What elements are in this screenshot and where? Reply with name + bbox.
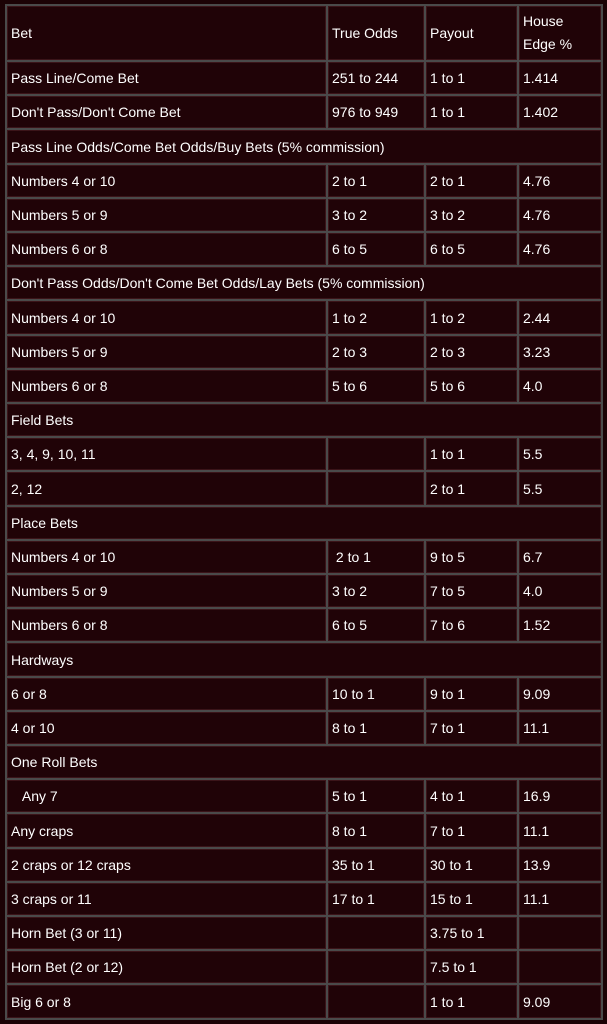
true-odds-cell: 17 to 1: [328, 883, 424, 915]
bet-cell: Numbers 4 or 10: [7, 301, 326, 333]
house-edge-cell: 11.1: [519, 814, 601, 846]
house-edge-cell: 1.402: [519, 96, 601, 128]
section-header-row: [7, 507, 601, 539]
header-true-odds: True Odds: [328, 6, 424, 60]
payout-cell: 5 to 6: [426, 370, 517, 402]
table-row: [7, 814, 601, 846]
payout-cell: 2 to 1: [426, 165, 517, 197]
payout-cell: 4 to 1: [426, 780, 517, 812]
header-bet: Bet: [7, 6, 326, 60]
true-odds-cell: 8 to 1: [328, 814, 424, 846]
payout-cell: 3 to 2: [426, 199, 517, 231]
table-row: [7, 678, 601, 710]
true-odds-cell: 10 to 1: [328, 678, 424, 710]
bet-cell: Horn Bet (3 or 11): [7, 917, 326, 949]
table-row: [7, 575, 601, 607]
table-body: [7, 62, 601, 1018]
bet-cell: 3 craps or 11: [7, 883, 326, 915]
table-row: [7, 165, 601, 197]
house-edge-cell: 9.09: [519, 985, 601, 1018]
true-odds-cell: 976 to 949: [328, 96, 424, 128]
true-odds-cell: 6 to 5: [328, 609, 424, 641]
true-odds-cell: 3 to 2: [328, 199, 424, 231]
house-edge-cell: 4.0: [519, 370, 601, 402]
house-edge-cell: 5.5: [519, 438, 601, 470]
house-edge-cell: 4.76: [519, 233, 601, 265]
table-row: [7, 336, 601, 368]
true-odds-cell: 35 to 1: [328, 849, 424, 881]
house-edge-cell: 6.7: [519, 541, 601, 573]
bet-cell: Pass Line/Come Bet: [7, 62, 326, 94]
house-edge-cell: 4.0: [519, 575, 601, 607]
house-edge-cell: 1.52: [519, 609, 601, 641]
section-label: Don't Pass Odds/Don't Come Bet Odds/Lay Bets (5% commission): [7, 267, 601, 299]
house-edge-cell: 13.9: [519, 849, 601, 881]
true-odds-cell: [328, 985, 424, 1018]
payout-cell: 1 to 1: [426, 438, 517, 470]
house-edge-cell: 1.414: [519, 62, 601, 94]
payout-cell: 7 to 1: [426, 712, 517, 744]
section-header-row: [7, 746, 601, 778]
payout-cell: 3.75 to 1: [426, 917, 517, 949]
payout-cell: 1 to 1: [426, 985, 517, 1018]
bet-cell: 2, 12: [7, 472, 326, 504]
house-edge-cell: [519, 951, 601, 983]
table-row: [7, 883, 601, 915]
true-odds-cell: 1 to 2: [328, 301, 424, 333]
true-odds-cell: 3 to 2: [328, 575, 424, 607]
payout-cell: 2 to 1: [426, 472, 517, 504]
table-row: [7, 233, 601, 265]
bet-cell: Numbers 4 or 10: [7, 165, 326, 197]
section-header-row: [7, 404, 601, 436]
house-edge-cell: 3.23: [519, 336, 601, 368]
table-row: [7, 712, 601, 744]
bet-cell: Numbers 5 or 9: [7, 199, 326, 231]
house-edge-cell: 16.9: [519, 780, 601, 812]
bet-cell: Horn Bet (2 or 12): [7, 951, 326, 983]
table-header: [7, 6, 601, 60]
bet-cell: Numbers 6 or 8: [7, 233, 326, 265]
header-house-edge: House Edge %: [519, 6, 601, 60]
house-edge-cell: [519, 917, 601, 949]
true-odds-cell: [328, 438, 424, 470]
table-row: [7, 917, 601, 949]
house-edge-cell: 11.1: [519, 712, 601, 744]
bet-cell: Numbers 4 or 10: [7, 541, 326, 573]
payout-cell: 30 to 1: [426, 849, 517, 881]
payout-cell: 1 to 2: [426, 301, 517, 333]
table-row: [7, 985, 601, 1018]
bet-cell: Any 7: [7, 780, 326, 812]
bet-cell: Numbers 5 or 9: [7, 336, 326, 368]
true-odds-cell: [328, 472, 424, 504]
bet-cell: Numbers 6 or 8: [7, 370, 326, 402]
true-odds-cell: 5 to 1: [328, 780, 424, 812]
bet-cell: Numbers 5 or 9: [7, 575, 326, 607]
true-odds-cell: 8 to 1: [328, 712, 424, 744]
payout-cell: 7 to 6: [426, 609, 517, 641]
house-edge-cell: 9.09: [519, 678, 601, 710]
table-row: [7, 780, 601, 812]
section-label: Pass Line Odds/Come Bet Odds/Buy Bets (5% commission): [7, 130, 601, 162]
table-row: [7, 849, 601, 881]
payout-cell: 1 to 1: [426, 62, 517, 94]
section-label: One Roll Bets: [7, 746, 601, 778]
table-row: [7, 609, 601, 641]
payout-cell: 2 to 3: [426, 336, 517, 368]
section-header-row: [7, 130, 601, 162]
table-row: [7, 472, 601, 504]
payout-cell: 7.5 to 1: [426, 951, 517, 983]
section-header-row: [7, 267, 601, 299]
craps-odds-table: [5, 4, 603, 1020]
true-odds-cell: 5 to 6: [328, 370, 424, 402]
section-label: Hardways: [7, 643, 601, 675]
section-label: Place Bets: [7, 507, 601, 539]
true-odds-cell: 6 to 5: [328, 233, 424, 265]
table-row: [7, 541, 601, 573]
table-row: [7, 199, 601, 231]
bet-cell: Numbers 6 or 8: [7, 609, 326, 641]
payout-cell: 7 to 5: [426, 575, 517, 607]
header-row: [7, 6, 601, 60]
true-odds-cell: 2 to 1: [328, 541, 424, 573]
true-odds-cell: [328, 951, 424, 983]
bet-cell: Any craps: [7, 814, 326, 846]
table-row: [7, 951, 601, 983]
bet-cell: 4 or 10: [7, 712, 326, 744]
section-label: Field Bets: [7, 404, 601, 436]
table-row: [7, 62, 601, 94]
table-row: [7, 96, 601, 128]
payout-cell: 7 to 1: [426, 814, 517, 846]
payout-cell: 15 to 1: [426, 883, 517, 915]
bet-cell: 6 or 8: [7, 678, 326, 710]
true-odds-cell: 251 to 244: [328, 62, 424, 94]
true-odds-cell: 2 to 1: [328, 165, 424, 197]
house-edge-cell: 11.1: [519, 883, 601, 915]
bet-cell: Don't Pass/Don't Come Bet: [7, 96, 326, 128]
house-edge-cell: 4.76: [519, 199, 601, 231]
payout-cell: 1 to 1: [426, 96, 517, 128]
bet-cell: Big 6 or 8: [7, 985, 326, 1018]
table-row: [7, 301, 601, 333]
house-edge-cell: 4.76: [519, 165, 601, 197]
section-header-row: [7, 643, 601, 675]
house-edge-cell: 5.5: [519, 472, 601, 504]
bet-cell: 2 craps or 12 craps: [7, 849, 326, 881]
payout-cell: 9 to 1: [426, 678, 517, 710]
payout-cell: 6 to 5: [426, 233, 517, 265]
house-edge-cell: 2.44: [519, 301, 601, 333]
table-row: [7, 370, 601, 402]
header-payout: Payout: [426, 6, 517, 60]
true-odds-cell: 2 to 3: [328, 336, 424, 368]
true-odds-cell: [328, 917, 424, 949]
bet-cell: 3, 4, 9, 10, 11: [7, 438, 326, 470]
table-row: [7, 438, 601, 470]
payout-cell: 9 to 5: [426, 541, 517, 573]
